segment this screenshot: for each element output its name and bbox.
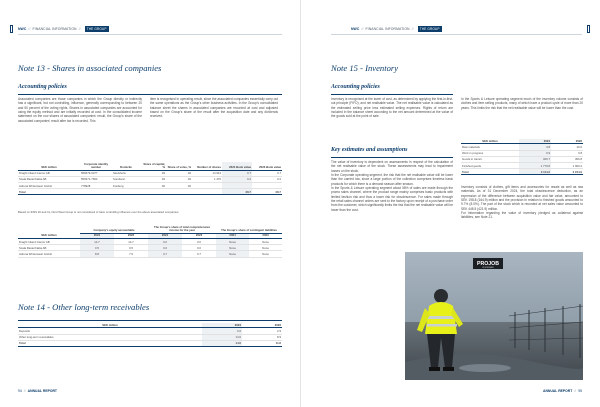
table-cell: 0.7 [148, 251, 182, 257]
total-cell: 2 244.9 [551, 169, 583, 175]
table-cell: None [249, 251, 282, 257]
table-cell: None [249, 238, 282, 244]
results-group-header: The Group's share of total comprehensive income for the year [148, 225, 216, 233]
table-cell: 0.0 [148, 245, 182, 251]
accounting-policies-heading: Accounting policies [18, 84, 67, 90]
table-cell: Deposits [18, 328, 202, 334]
total-cell: 14.6 [202, 340, 242, 346]
table-cell: Scala Rasterfrakta AB [18, 245, 80, 251]
table-cell: Work in progress [461, 150, 519, 156]
section-rule [18, 320, 282, 321]
results-group-header: The Group's share of contingent liabilities [216, 225, 282, 233]
shares-header-cell: 2024 Book value [222, 162, 252, 170]
table-cell: None [249, 245, 282, 251]
note-14-title: Note 14 - Other long-term receivables [18, 302, 150, 312]
table-cell: Other long-term receivables [18, 334, 202, 340]
header-separator: // [411, 27, 414, 31]
projob-logo-text: PROJOB [477, 261, 499, 267]
header-separator: // [361, 27, 364, 31]
total-cell: 2 114.2 [519, 169, 551, 175]
section-rule [18, 94, 282, 95]
header-brand: NWC [18, 27, 27, 31]
results-header-cell: 2024 [216, 233, 249, 238]
footer-label: ANNUAL REPORT [27, 389, 57, 393]
total-cell: Total [18, 340, 202, 346]
table-cell: 556679-6377 [80, 170, 112, 176]
table-cell: 329.7 [519, 156, 551, 162]
inventory-header-cell: 2024 [519, 139, 551, 144]
inventory-table [461, 139, 583, 175]
shares-table [18, 162, 282, 195]
footer-label: ANNUAL REPORT [543, 389, 573, 393]
shares-header-cell: Corporate identity number [80, 162, 112, 170]
publisher-logo-mark [587, 25, 590, 33]
key-estimates-heading: Key estimates and assumptions [331, 147, 408, 153]
results-header-cell: SEK million [18, 233, 80, 238]
header-rule [18, 34, 282, 35]
table-cell: 1 779.8 [519, 162, 551, 168]
note-13-text-col1: Associated companies are those companies in which the Group directly or indirectly has a significant, but not controlling, influence, generally corresponding to between 20 and 50 percent of the voting rights. Shares in associated companies are accounted for using the equity method and are initially recorded at cost. In the consolidated income statement on the row shares of associated companies' result, the Group's share of the associated companies' result after tax is recorded. This [18, 97, 142, 123]
inventory-header-cell: SEK million [461, 139, 519, 144]
header-separator: // [28, 27, 31, 31]
total-cell: 28.7 [222, 189, 252, 195]
table-cell: Freiburg [112, 182, 140, 188]
page-footer-right [543, 389, 582, 393]
running-header [351, 25, 442, 33]
total-cell: 11.8 [242, 340, 282, 346]
table-cell: Finished goods [461, 162, 519, 168]
table-cell: 0.2 [222, 176, 252, 182]
shares-header-cell: Domicile [112, 162, 140, 170]
header-section: FINANCIAL INFORMATION [32, 27, 77, 31]
table-cell: 1 470 [192, 176, 222, 182]
header-brand: NWC [351, 27, 360, 31]
table-cell: 14.6 [202, 334, 242, 340]
table-cell: 14.7 [80, 238, 114, 244]
header-rule [331, 34, 582, 35]
table-cell: Goods in transit [461, 156, 519, 162]
table-cell: 0.0 [202, 328, 242, 334]
table-cell: 49 [140, 176, 166, 182]
shares-table-note: Based on IFRS 10 and 11, Nord West Group is not considered to have controlling influence over the above associated companies. [18, 210, 180, 214]
table-cell: None [216, 251, 249, 257]
note-15-estimates-text: The value of inventory is dependent on assessments in respect of the calculation of the net realisable value of the stock. These assessments may lead to impairment losses on the stock. In the Corporate operating segment, the risk that the net realisable value will be lower than the carried low, since a large portion of the collection comprises timeless basic products for which there is a demand season after season. In the Sports & Leisure operating segment about 58% of sales are made through the promo sales channel, where the product range mainly comprises basic products with limited fashion risk and thus a lower risk for obsolescence. For sales made through the retail sales channel orders are sent to the factory upon receipt of a purchase order from the customer, which significantly limits the risk that the net realisable value will be lower than the cost. [331, 160, 453, 212]
total-cell: 28.7 [252, 189, 282, 195]
table-cell: 0.0 [182, 245, 216, 251]
shares-header-cell: 2023 Book value [252, 162, 282, 170]
table-cell: Draght Inland Interior AB [18, 170, 80, 176]
table-cell: 0.2 [252, 176, 282, 182]
table-cell: 0.7 [222, 170, 252, 176]
publisher-logo-mark [10, 25, 13, 33]
table-cell: 49 [166, 170, 192, 176]
header-separator: // [78, 27, 81, 31]
workwear-photo-illustration [405, 252, 583, 380]
projob-logo-subtext: WORKWEAR [482, 267, 494, 270]
note-15-text-col1: Inventory is recognised at the lower of cost, as determined by applying the first-in-first-out principle (FIFO), and net realisable value. The net realisable value is calculated as the estimated selling price less estimated selling expenses. Rights of return are included in the balance sheet according to the net amount determined at the value of the goods sold at the point of sale. [331, 97, 453, 119]
table-cell: 2.9 [242, 328, 282, 334]
note-15-title: Note 15 - Inventory [331, 63, 399, 73]
table-cell: None [216, 245, 249, 251]
table-cell: 0.0 [182, 238, 216, 244]
page-footer-left [18, 389, 57, 393]
footer-separator: // [23, 389, 26, 393]
table-cell: Adrena Winterwear GmbH [18, 182, 80, 188]
table-row [18, 251, 282, 257]
results-header-cell: 2024 [80, 233, 114, 238]
total-cell [112, 189, 140, 195]
long-term-receivables-table [18, 323, 282, 347]
table-cell: 16.6 [551, 144, 583, 150]
table-cell: Sundsval [112, 176, 140, 182]
note-15-inventory-text: Inventory consists of clothes, gift items and accessories for resale as well as raw materials. As of 31 December 2024, the total obsolescence deduction, as an expression of the difference between acquisition value and fair value, amounted to SEK 198.8 (164.9) million and the provision in relation to finished goods amounted to 9.7% (8.0%). The part of the stock which is recorded at net sales value amounted to SEK 448.5 (421.9) million. For information regarding the value of inventory pledged as collateral against liabilities, see Note 21. [461, 185, 583, 220]
table-cell: 8.9 [242, 334, 282, 340]
inventory-header-cell: 2023 [551, 139, 583, 144]
table-cell: 49 [140, 170, 166, 176]
total-row [18, 189, 282, 195]
results-header-cell: 2023 [249, 233, 282, 238]
total-cell: Total [18, 189, 80, 195]
table-cell: 3.8 [519, 144, 551, 150]
note-15-text-col2: In the Sports & Leisure operating segment much of the inventory volume consists of clothes and item selling products, many of which have a product cycle of more than 20 years. This limits the risk that the net realisable value will be lower than the cost. [461, 97, 583, 110]
table-cell: 0.8 [551, 150, 583, 156]
accounting-policies-heading: Accounting policies [331, 84, 380, 90]
results-group-header: Company's equity accountable [80, 225, 148, 233]
table-cell: 7.9 [114, 251, 148, 257]
table-cell: 778928 [80, 182, 112, 188]
table-cell: 0.5 [114, 245, 148, 251]
total-cell [80, 189, 112, 195]
total-row [18, 340, 282, 346]
table-cell: Adrena Winterwear GmbH [18, 251, 80, 257]
table-cell: 1 900.4 [551, 162, 583, 168]
table-cell: 0.7 [252, 170, 282, 176]
table-cell: 14.7 [114, 238, 148, 244]
table-cell: 559371-7604 [80, 176, 112, 182]
note-13-text-col2: item is recognised in operating result, since the associated companies essentially carry out the same operations as the Group's other business activities. In the Group's consolidated balance sheet the shares in associated companies are recorded at cost and adjusted based on the Group's share of the result after the acquisition date and any dividends received. [150, 97, 278, 119]
page-number: 94 [18, 389, 22, 393]
header-section: FINANCIAL INFORMATION [365, 27, 410, 31]
total-cell [140, 189, 166, 195]
header-badge: THE GROUP [86, 27, 107, 31]
shares-header-cell: Number of shares [192, 162, 222, 170]
page-number: 95 [578, 389, 582, 393]
associates-results-table [18, 225, 282, 258]
table-cell: 306.8 [551, 156, 583, 162]
header-badge: THE GROUP [419, 27, 440, 31]
table-cell: 49 [166, 176, 192, 182]
table-cell: 0.0 [148, 238, 182, 244]
lt-header-cell: 2024 [202, 323, 242, 328]
shares-header-cell: SEK million [18, 162, 80, 170]
running-header [18, 25, 109, 33]
results-header-cell: 2023 [182, 233, 216, 238]
total-cell [166, 189, 192, 195]
results-header-cell: 2023 [114, 233, 148, 238]
table-cell: 40 [140, 182, 166, 188]
workwear-photo [405, 252, 583, 380]
lt-header-cell: SEK million [18, 323, 202, 328]
total-row [461, 169, 583, 175]
section-rule [331, 157, 453, 158]
table-cell: 0.7 [182, 251, 216, 257]
table-cell: 0.5 [80, 245, 114, 251]
total-cell [192, 189, 222, 195]
table-cell: 8.8 [80, 251, 114, 257]
shares-header-cell: Share of votes, % [166, 162, 192, 170]
section-rule [331, 94, 453, 95]
table-cell: Draght Inland Interior AB [18, 238, 80, 244]
table-cell: Scala Rasterfrakta AB [18, 176, 80, 182]
footer-separator: // [574, 389, 577, 393]
table-cell: 14 913 [192, 170, 222, 176]
table-cell: None [216, 238, 249, 244]
total-cell: Total [461, 169, 519, 175]
shares-header-cell: Share of capital, % [140, 162, 166, 170]
table-cell: Stockholm [112, 170, 140, 176]
table-cell: 0.9 [519, 150, 551, 156]
table-cell: Raw materials [461, 144, 519, 150]
note-13-title: Note 13 - Shares in associated companies [18, 63, 162, 73]
lt-header-cell: 2023 [242, 323, 282, 328]
table-cell: 40 [166, 182, 192, 188]
results-header-cell: 2024 [148, 233, 182, 238]
